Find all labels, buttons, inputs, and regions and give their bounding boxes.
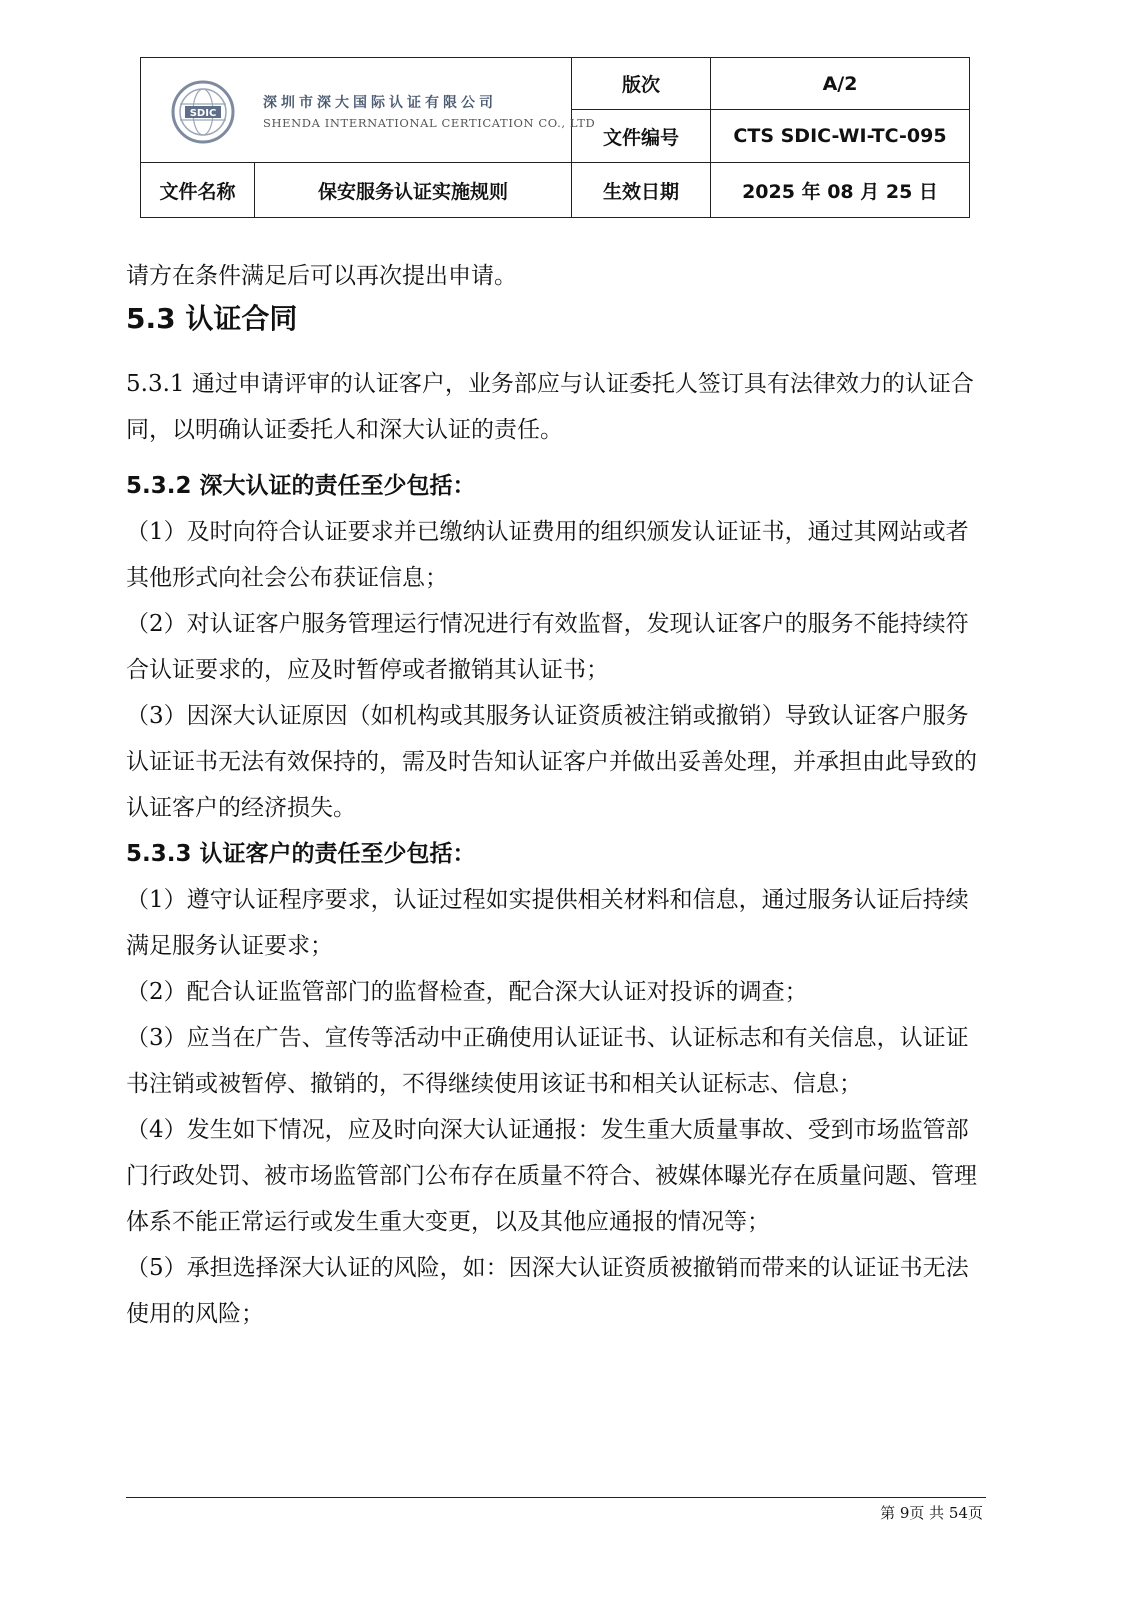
doc-number-value: CTS SDIC-WI-TC-095	[711, 110, 970, 163]
intro-line: 请方在条件满足后可以再次提出申请。	[126, 263, 517, 289]
version-label: 版次	[572, 58, 711, 110]
list-item: （2）配合认证监管部门的监督检查，配合深大认证对投诉的调查；	[126, 979, 808, 1005]
doc-name-label: 文件名称	[141, 163, 255, 218]
heading-5-3-3: 5.3.3 认证客户的责任至少包括：	[126, 841, 476, 867]
company-logo	[171, 80, 596, 140]
list-item: （1）遵守认证程序要求，认证过程如实提供相关材料和信息，通过服务认证后持续满足服务认证要求；	[126, 887, 969, 959]
doc-name-value: 保安服务认证实施规则	[255, 163, 572, 218]
page-number: 第 9页 共 54页	[880, 1504, 983, 1522]
globe-emblem-icon	[171, 80, 251, 144]
list-item: （3）因深大认证原因（如机构或其服务认证资质被注销或撤销）导致认证客户服务认证证书无法有效保持的，需及时告知认证客户并做出妥善处理，并承担由此导致的认证客户的经济损失。	[126, 703, 977, 821]
company-name-cn: 深圳市深大国际认证有限公司	[263, 95, 497, 111]
company-logo-cell	[141, 58, 596, 163]
document-header-table	[140, 57, 970, 218]
footer-divider	[126, 1497, 986, 1498]
company-name-en: SHENDA INTERNATIONAL CERTICATION CO., LTD	[263, 116, 596, 130]
emblem-text: SDIC	[189, 108, 217, 119]
heading-5-3-2: 5.3.2 深大认证的责任至少包括：	[126, 473, 476, 499]
effective-date-value: 2025 年 08 月 25 日	[711, 163, 970, 218]
effective-date-label: 生效日期	[572, 163, 711, 218]
list-item: （2）对认证客户服务管理运行情况进行有效监督，发现认证客户的服务不能持续符合认证要求的，应及时暂停或者撤销其认证书；	[126, 611, 969, 683]
document-body	[126, 253, 986, 1337]
list-item: （1）及时向符合认证要求并已缴纳认证费用的组织颁发认证证书，通过其网站或者其他形式向社会公布获证信息；	[126, 519, 969, 591]
paragraph-5-3-1: 5.3.1 通过申请评审的认证客户，业务部应与认证委托人签订具有法律效力的认证合同，以明确认证委托人和深大认证的责任。	[126, 371, 974, 443]
list-item: （4）发生如下情况，应及时向深大认证通报：发生重大质量事故、受到市场监管部门行政处罚、被市场监管部门公布存在质量不符合、被媒体曝光存在质量问题、管理体系不能正常运行或发生重大变更，以及其他应通报的情况等；	[126, 1117, 977, 1235]
list-item: （5）承担选择深大认证的风险，如：因深大认证资质被撤销而带来的认证证书无法使用的风险；	[126, 1255, 969, 1327]
version-value: A/2	[711, 58, 970, 110]
doc-number-label: 文件编号	[572, 110, 711, 163]
section-title: 5.3 认证合同	[126, 302, 298, 335]
list-item: （3）应当在广告、宣传等活动中正确使用认证证书、认证标志和有关信息，认证证书注销或被暂停、撤销的，不得继续使用该证书和相关认证标志、信息；	[126, 1025, 969, 1097]
